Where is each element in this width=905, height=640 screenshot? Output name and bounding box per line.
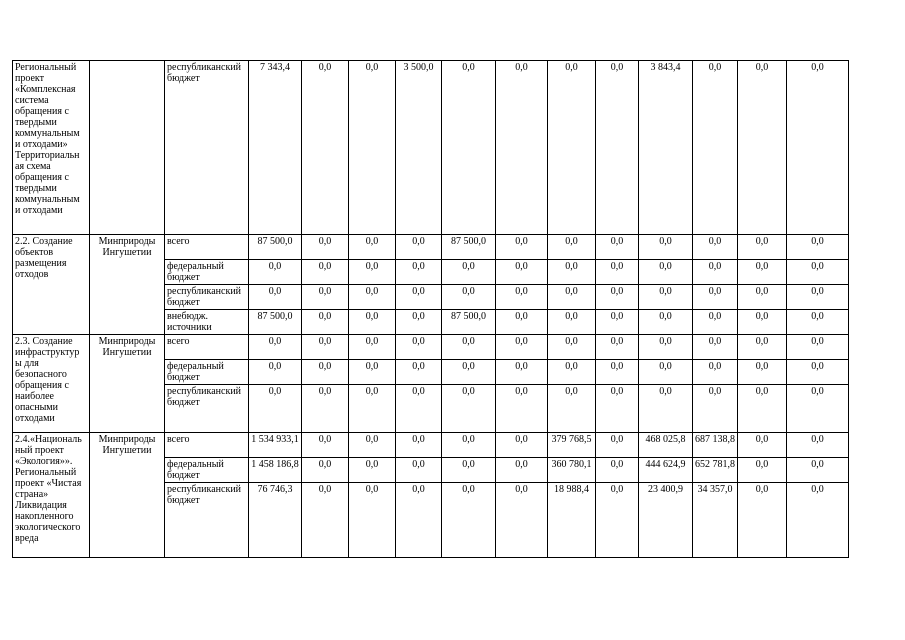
value-cell: 0,0 bbox=[302, 285, 349, 310]
value-cell: 0,0 bbox=[302, 385, 349, 433]
value-cell: 0,0 bbox=[693, 335, 738, 360]
table-row bbox=[13, 61, 849, 235]
value-cell: 0,0 bbox=[693, 310, 738, 335]
value-cell: 0,0 bbox=[738, 458, 787, 483]
value-cell: 87 500,0 bbox=[442, 235, 496, 260]
program-name: Региональный проект «Комплексная система обращения с твердыми коммунальным и отходами» Территориальн ая схема обращения с твердыми коммунальным и отходами bbox=[13, 61, 90, 235]
value-cell: 0,0 bbox=[738, 483, 787, 558]
value-cell: 0,0 bbox=[302, 61, 349, 235]
value-cell: 0,0 bbox=[249, 285, 302, 310]
funding-source: федеральный бюджет bbox=[165, 458, 249, 483]
value-cell: 0,0 bbox=[302, 235, 349, 260]
value-cell: 0,0 bbox=[738, 385, 787, 433]
value-cell: 0,0 bbox=[787, 235, 849, 260]
funding-source: федеральный бюджет bbox=[165, 260, 249, 285]
value-cell: 0,0 bbox=[349, 310, 396, 335]
value-cell: 379 768,5 bbox=[548, 433, 596, 458]
value-cell: 0,0 bbox=[548, 260, 596, 285]
value-cell: 0,0 bbox=[693, 235, 738, 260]
value-cell: 0,0 bbox=[596, 360, 639, 385]
value-cell: 0,0 bbox=[249, 335, 302, 360]
value-cell: 0,0 bbox=[396, 260, 442, 285]
value-cell: 0,0 bbox=[738, 61, 787, 235]
table-row bbox=[13, 433, 849, 458]
value-cell: 0,0 bbox=[442, 360, 496, 385]
value-cell: 0,0 bbox=[302, 335, 349, 360]
value-cell: 3 843,4 bbox=[639, 61, 693, 235]
value-cell: 0,0 bbox=[496, 458, 548, 483]
value-cell: 1 534 933,1 bbox=[249, 433, 302, 458]
value-cell: 0,0 bbox=[249, 260, 302, 285]
value-cell: 0,0 bbox=[787, 285, 849, 310]
value-cell: 0,0 bbox=[396, 285, 442, 310]
value-cell: 0,0 bbox=[548, 61, 596, 235]
value-cell: 0,0 bbox=[349, 285, 396, 310]
value-cell: 0,0 bbox=[496, 235, 548, 260]
value-cell: 0,0 bbox=[639, 235, 693, 260]
value-cell: 0,0 bbox=[442, 335, 496, 360]
value-cell: 0,0 bbox=[693, 385, 738, 433]
value-cell: 0,0 bbox=[396, 483, 442, 558]
value-cell: 0,0 bbox=[596, 385, 639, 433]
value-cell: 0,0 bbox=[396, 385, 442, 433]
value-cell: 0,0 bbox=[496, 433, 548, 458]
value-cell: 0,0 bbox=[442, 61, 496, 235]
responsible-org bbox=[90, 61, 165, 235]
value-cell: 0,0 bbox=[548, 235, 596, 260]
value-cell: 0,0 bbox=[496, 61, 548, 235]
value-cell: 0,0 bbox=[787, 458, 849, 483]
responsible-org: Минприроды Ингушетии bbox=[90, 235, 165, 335]
value-cell: 0,0 bbox=[596, 285, 639, 310]
value-cell: 0,0 bbox=[738, 235, 787, 260]
table-row bbox=[13, 235, 849, 260]
value-cell: 0,0 bbox=[548, 310, 596, 335]
value-cell: 0,0 bbox=[302, 260, 349, 285]
value-cell: 0,0 bbox=[496, 260, 548, 285]
value-cell: 0,0 bbox=[596, 483, 639, 558]
value-cell: 0,0 bbox=[442, 433, 496, 458]
value-cell: 0,0 bbox=[738, 335, 787, 360]
funding-source: республиканский бюджет bbox=[165, 61, 249, 235]
value-cell: 0,0 bbox=[302, 310, 349, 335]
value-cell: 0,0 bbox=[639, 335, 693, 360]
funding-source: внебюдж. источники bbox=[165, 310, 249, 335]
value-cell: 7 343,4 bbox=[249, 61, 302, 235]
funding-source: всего bbox=[165, 433, 249, 458]
value-cell: 0,0 bbox=[548, 335, 596, 360]
value-cell: 0,0 bbox=[442, 260, 496, 285]
value-cell: 0,0 bbox=[787, 360, 849, 385]
value-cell: 18 988,4 bbox=[548, 483, 596, 558]
value-cell: 0,0 bbox=[396, 433, 442, 458]
value-cell: 0,0 bbox=[787, 335, 849, 360]
value-cell: 0,0 bbox=[596, 61, 639, 235]
value-cell: 0,0 bbox=[349, 458, 396, 483]
value-cell: 0,0 bbox=[639, 285, 693, 310]
value-cell: 687 138,8 bbox=[693, 433, 738, 458]
value-cell: 0,0 bbox=[302, 458, 349, 483]
value-cell: 76 746,3 bbox=[249, 483, 302, 558]
value-cell: 0,0 bbox=[349, 385, 396, 433]
value-cell: 0,0 bbox=[496, 335, 548, 360]
value-cell: 0,0 bbox=[787, 260, 849, 285]
value-cell: 23 400,9 bbox=[639, 483, 693, 558]
funding-source: федеральный бюджет bbox=[165, 360, 249, 385]
value-cell: 0,0 bbox=[787, 433, 849, 458]
responsible-org: Минприроды Ингушетии bbox=[90, 335, 165, 433]
value-cell: 0,0 bbox=[693, 260, 738, 285]
value-cell: 0,0 bbox=[693, 285, 738, 310]
value-cell: 0,0 bbox=[396, 235, 442, 260]
value-cell: 0,0 bbox=[548, 285, 596, 310]
value-cell: 0,0 bbox=[738, 433, 787, 458]
value-cell: 0,0 bbox=[496, 360, 548, 385]
value-cell: 0,0 bbox=[548, 385, 596, 433]
value-cell: 468 025,8 bbox=[639, 433, 693, 458]
value-cell: 0,0 bbox=[442, 385, 496, 433]
value-cell: 0,0 bbox=[496, 285, 548, 310]
program-name: 2.3. Создание инфраструктур ы для безопасного обращения с наиболее опасными отходами bbox=[13, 335, 90, 433]
value-cell: 0,0 bbox=[596, 310, 639, 335]
value-cell: 87 500,0 bbox=[249, 310, 302, 335]
value-cell: 0,0 bbox=[302, 360, 349, 385]
value-cell: 0,0 bbox=[349, 260, 396, 285]
value-cell: 0,0 bbox=[738, 260, 787, 285]
value-cell: 0,0 bbox=[693, 61, 738, 235]
responsible-org: Минприроды Ингушетии bbox=[90, 433, 165, 558]
value-cell: 0,0 bbox=[787, 310, 849, 335]
value-cell: 0,0 bbox=[496, 310, 548, 335]
value-cell: 3 500,0 bbox=[396, 61, 442, 235]
value-cell: 0,0 bbox=[349, 335, 396, 360]
value-cell: 34 357,0 bbox=[693, 483, 738, 558]
value-cell: 87 500,0 bbox=[249, 235, 302, 260]
value-cell: 0,0 bbox=[639, 260, 693, 285]
value-cell: 0,0 bbox=[496, 385, 548, 433]
value-cell: 0,0 bbox=[349, 433, 396, 458]
value-cell: 0,0 bbox=[596, 433, 639, 458]
value-cell: 0,0 bbox=[596, 335, 639, 360]
value-cell: 0,0 bbox=[349, 235, 396, 260]
value-cell: 0,0 bbox=[396, 360, 442, 385]
value-cell: 360 780,1 bbox=[548, 458, 596, 483]
value-cell: 0,0 bbox=[349, 483, 396, 558]
value-cell: 0,0 bbox=[596, 260, 639, 285]
value-cell: 0,0 bbox=[738, 310, 787, 335]
value-cell: 0,0 bbox=[639, 360, 693, 385]
table-row bbox=[13, 335, 849, 360]
program-name: 2.2. Создание объектов размещения отходов bbox=[13, 235, 90, 335]
value-cell: 0,0 bbox=[548, 360, 596, 385]
value-cell: 652 781,8 bbox=[693, 458, 738, 483]
value-cell: 0,0 bbox=[396, 335, 442, 360]
value-cell: 0,0 bbox=[349, 360, 396, 385]
value-cell: 0,0 bbox=[738, 285, 787, 310]
value-cell: 0,0 bbox=[349, 61, 396, 235]
value-cell: 0,0 bbox=[302, 433, 349, 458]
value-cell: 0,0 bbox=[787, 385, 849, 433]
table-body bbox=[13, 61, 849, 558]
funding-source: всего bbox=[165, 235, 249, 260]
value-cell: 1 458 186,8 bbox=[249, 458, 302, 483]
value-cell: 0,0 bbox=[787, 483, 849, 558]
value-cell: 444 624,9 bbox=[639, 458, 693, 483]
budget-table bbox=[12, 60, 849, 558]
value-cell: 0,0 bbox=[249, 360, 302, 385]
value-cell: 0,0 bbox=[442, 285, 496, 310]
funding-source: республиканский бюджет bbox=[165, 385, 249, 433]
value-cell: 0,0 bbox=[596, 235, 639, 260]
funding-source: республиканский бюджет bbox=[165, 285, 249, 310]
value-cell: 0,0 bbox=[396, 458, 442, 483]
program-name: 2.4.«Националь ный проект «Экология»». Региональный проект «Чистая страна» Ликвидация накопленного экологического вреда bbox=[13, 433, 90, 558]
value-cell: 0,0 bbox=[639, 310, 693, 335]
value-cell: 0,0 bbox=[738, 360, 787, 385]
value-cell: 87 500,0 bbox=[442, 310, 496, 335]
funding-source: всего bbox=[165, 335, 249, 360]
value-cell: 0,0 bbox=[639, 385, 693, 433]
value-cell: 0,0 bbox=[596, 458, 639, 483]
value-cell: 0,0 bbox=[496, 483, 548, 558]
value-cell: 0,0 bbox=[693, 360, 738, 385]
funding-source: республиканский бюджет bbox=[165, 483, 249, 558]
value-cell: 0,0 bbox=[442, 483, 496, 558]
value-cell: 0,0 bbox=[249, 385, 302, 433]
value-cell: 0,0 bbox=[302, 483, 349, 558]
value-cell: 0,0 bbox=[787, 61, 849, 235]
value-cell: 0,0 bbox=[442, 458, 496, 483]
value-cell: 0,0 bbox=[396, 310, 442, 335]
